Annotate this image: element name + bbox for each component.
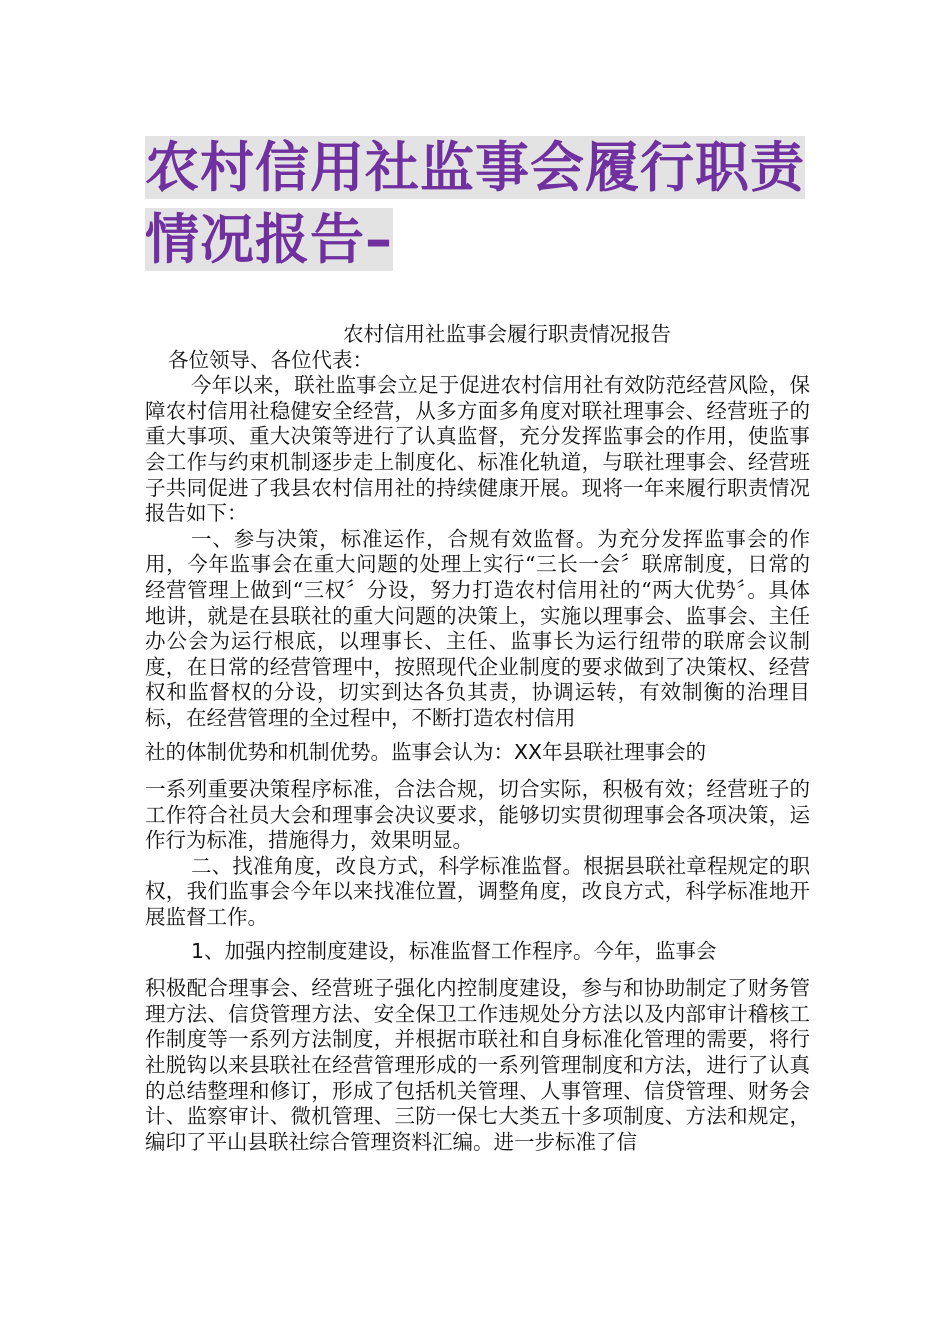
- page-title: [145, 132, 825, 276]
- paragraph-section-2: 二、找准角度，改良方式，科学标准监督。根据县联社章程规定的职权，我们监事会今年以来找准位置，调整角度，改良方式，科学标准地开展监督工作。: [145, 853, 810, 930]
- page-title-text: 农村信用社监事会履行职责情况报告–: [145, 136, 805, 271]
- paragraph-section-1: 一、参与决策，标准运作，合规有效监督。为充分发挥监事会的作用，今年监事会在重大问题的处理上实行“三长一会〞联席制度，日常的经营管理上做到“三权〞分设，努力打造农村信用社的“两大优势〞。具体地讲，就是在县联社的重大问题的决策上，实施以理事会、监事会、主任办公会为运行根底，以理事长、主任、监事长为运行纽带的联席会议制度，在日常的经营管理中，按照现代企业制度的要求做到了决策权、经营权和监督权的分设，切实到达各负其责，协调运转，有效制衡的治理目标，在经营管理的全过程中，不断打造农村信用: [145, 526, 810, 730]
- paragraph-section-1-continued: 社的体制优势和机制优势。监事会认为：XX年县联社理事会的: [145, 739, 707, 764]
- paragraph-section-1-conclusion: 一系列重要决策程序标准，合法合规，切合实际，积极有效；经营班子的工作符合社员大会和理事会决议要求，能够切实贯彻理事会各项决策，运作行为标准，措施得力，效果明显。: [145, 777, 810, 853]
- document-subtitle: 农村信用社监事会履行职责情况报告: [343, 322, 671, 346]
- paragraph-item-1-heading: 1、加强内控制度建设，标准监督工作程序。今年，监事会: [191, 938, 717, 963]
- paragraph-intro: 今年以来，联社监事会立足于促进农村信用社有效防范经营风险，保障农村信用社稳健安全经营，从多方面多角度对联社理事会、经营班子的重大事项、重大决策等进行了认真监督，充分发挥监事会的作用，使监事会工作与约束机制逐步走上制度化、标准化轨道，与联社理事会、经营班子共同促进了我县农村信用社的持续健康开展。现将一年来履行职责情况报告如下：: [145, 373, 810, 526]
- document-body: [145, 322, 810, 1155]
- paragraph-item-1-body: 积极配合理事会、经营班子强化内控制度建设，参与和协助制定了财务管理方法、信贷管理方法、安全保卫工作违规处分方法以及内部审计稽核工作制度等一系列方法制度，并根据市联社和自身标准化管理的需要，将行社脱钩以来县联社在经营管理形成的一系列管理制度和方法，进行了认真的总结整理和修订，形成了包括机关管理、人事管理、信贷管理、财务会计、监察审计、微机管理、三防一保七大类五十多项制度、方法和规定，编印了平山县联社综合管理资料汇编。进一步标准了信: [145, 976, 810, 1154]
- salutation: 各位领导、各位代表：: [168, 347, 373, 372]
